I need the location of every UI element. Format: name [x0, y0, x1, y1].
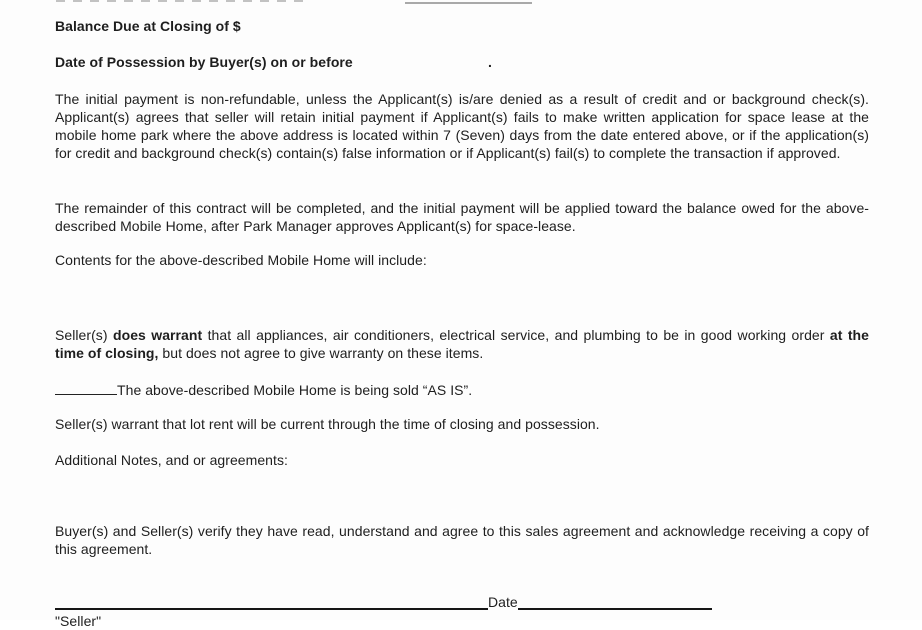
date-blank-line	[518, 608, 712, 610]
warranty-text-3: but does not agree to give warranty on these items.	[158, 345, 484, 361]
warranty-text-2: that all appliances, air conditioners, electrical service, and plumbing to be in good working order	[202, 327, 830, 343]
remainder-paragraph: The remainder of this contract will be completed, and the initial payment will be applied toward the balance owed for the above-described Mobile Home, after Park Manager approves Applicant(s) for space-lease.	[55, 200, 869, 234]
initial-payment-paragraph: The initial payment is non-refundable, unless the Applicant(s) is/are denied as a result of credit and or background check(s). Applicant(s) agrees that seller will retain initial payment if Applicant(s) fails to make written application for space lease at the mobile home park where the above address is located within 7 (Seven) days from the date entered above, or if the application(s) for credit and background check(s) contain(s) false information or if Applicant(s) fail(s) to complete the transaction if approved.	[55, 91, 869, 161]
balance-due-heading: Balance Due at Closing of $	[55, 18, 241, 34]
warranty-bold-time-of-closing: at the time of closing,	[55, 327, 869, 361]
additional-notes-line: Additional Notes, and or agreements:	[55, 452, 288, 468]
as-is-line	[55, 379, 869, 399]
seller-signature-line	[55, 608, 488, 610]
possession-period: .	[488, 54, 492, 70]
possession-heading: Date of Possession by Buyer(s) on or before	[55, 54, 353, 70]
contents-line: Contents for the above-described Mobile Home will include:	[55, 252, 427, 268]
warranty-bold-does-warrant: does warrant	[112, 327, 203, 343]
warranty-paragraph	[55, 326, 869, 362]
warranty-text-1: Seller(s)	[55, 327, 113, 343]
as-is-blank-line	[55, 379, 117, 395]
top-blank-underline	[405, 2, 532, 4]
date-label: Date	[488, 594, 518, 610]
seller-caption-cutoff: "Seller"	[55, 613, 102, 629]
as-is-text: The above-described Mobile Home is being sold “AS IS”.	[117, 382, 473, 398]
cutoff-text-fragments	[56, 0, 304, 2]
lot-rent-line: Seller(s) warrant that lot rent will be current through the time of closing and possession.	[55, 416, 600, 432]
verify-paragraph: Buyer(s) and Seller(s) verify they have read, understand and agree to this sales agreement and acknowledge receiving a copy of this agreement.	[55, 523, 869, 557]
